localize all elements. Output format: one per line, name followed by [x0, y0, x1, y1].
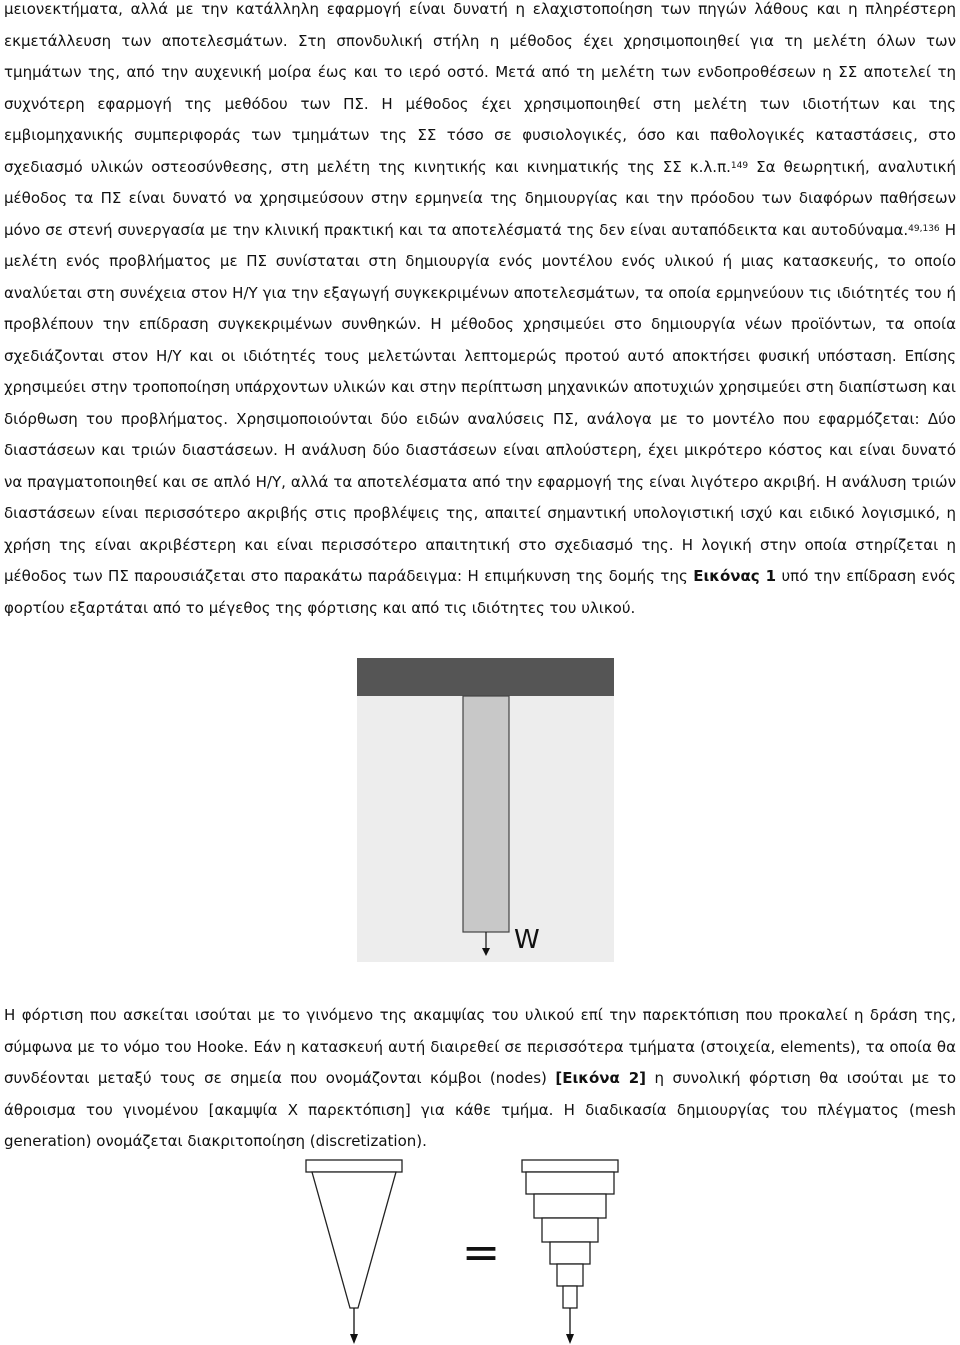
text-span: η συνολική φόρτιση θα ισούται με το άθροισμα του γινομένου [ακαμψία Χ παρεκτόπιση] για κάθε τμήμα. Η διαδικασία δημιουργίας του πλέγματος (mesh generation) ονομάζεται διακριτοποίηση (discretization). [4, 1069, 957, 1150]
element-2 [534, 1194, 606, 1218]
element-3 [542, 1218, 598, 1242]
figure-1-loaded-bar [357, 658, 614, 962]
right-support [522, 1160, 618, 1172]
element-1 [526, 1172, 614, 1194]
text-span: Σα θεωρητική, αναλυτική μέθοδος τα ΠΣ είναι δυνατό να χρησιμεύσουν στην ερμηνεία της δημιουργίας και την πρόοδου των διαφόρων παθήσεων μόνο σε στενή συνεργασία με την κλινική πρακτική και τα αποτελέσματά της δεν είναι αυταπόδεικτα και αυτοδύναμα. [4, 157, 956, 239]
text-span: Η φόρτιση που ασκείται ισούται με το γινόμενο της ακαμψίας του υλικού επί την παρεκτόπιση που προκαλεί η δράση της, σύμφωνα με το νόμο του Hooke. Εάν η κατασκευή αυτή διαιρεθεί σε περισσότερα τμήματα (στοιχεία, elements), τα οποία θα συνδέονται μεταξύ τους σε σημεία που ονομάζονται κόμβοι (nodes) [4, 1006, 956, 1087]
text-span: Η μελέτη ενός προβλήματος με ΠΣ συνίσταται στη δημιουργία ενός μοντέλου ενός υλικού ή μιας κατασκευής, το οποίο αναλύεται στη συνέχεια στον Η/Υ για την εξαγωγή συγκεκριμένων αποτελεσμάτων, τα οποία ερμηνεύουν τις ιδιότητές του ή προβλέπουν την επίδραση συγκεκριμένων συνθηκών. Η μέθοδος χρησιμεύει στο δημιουργία νέων προϊόντων, τα οποία σχεδιάζονται στον Η/Υ και οι ιδιότητές τους μελετώνται λεπτομερώς προτού αυτό αποκτήσει φυσική υπόσταση. Επίσης χρησιμεύει στην τροποποίηση υπάρχοντων υλικών και στην περίπτωση μηχανικών αποτυχιών χρησιμεύει στη διαπίστωση και διόρθωση του προβλήματος. Χρησιμοποιούνται δύο ειδών αναλύσεις ΠΣ, ανάλογα με το μοντέλο που εφαρμόζεται: Δύο διαστάσεων και τριών διαστάσεων. Η ανάλυση δύο διαστάσεων είναι απλούστερη, έχει μικρότερο κόστος και είναι δυνατό να πραγματοποιηθεί και σε απλό Η/Υ, αλλά τα αποτελέσματα από την εφαρμογή της είναι λιγότερο ακριβή. Η ανάλυση τριών διαστάσεων είναι περισσότερο ακριβής στις προβλέψεις της, απαιτεί σημαντική υπολογιστική ισχύ και ειδικό λογισμικό, η χρήση της είναι ακριβέστερη και είναι περισσότερο απαιτητική στο σχεδιασμό της. Η λογική στην οποία στηρίζεται η μέθοδος των ΠΣ παρουσιάζεται στο παρακάτω παράδειγμα: Η επιμήκυνση της δομής της [4, 220, 956, 585]
element-6 [563, 1286, 577, 1308]
figure-2-discretization [300, 1158, 622, 1345]
equals-sign: = [461, 1225, 501, 1279]
tapered-bar [312, 1172, 396, 1308]
text-span: μειονεκτήματα, αλλά με την κατάλληλη εφαρμογή είναι δυνατή η ελαχιστοποίηση των πηγών λάθους και η πληρέστερη εκμετάλλευση των αποτελεσμάτων. Στη σπονδυλική στήλη η μέθοδος έχει χρησιμοποιηθεί για τη μελέτη όλων των τμημάτων της, από την αυχενική μοίρα έως και το ιερό οστό. Μετά από τη μελέτη των ενδοπροθέσεων η ΣΣ αποτελεί τη συχνότερη εφαρμογή της μεθόδου των ΠΣ. Η μέθοδος έχει χρησιμοποιηθεί στη μελέτη των ιδιοτήτων και της εμβιομηχανικής συμπεριφοράς των τμημάτων της ΣΣ τόσο σε φυσιολογικές, όσο και παθολογικές καταστάσεις, στο σχεδιασμό υλικών οστεοσύνθεσης, στη μελέτη της κινητικής και κινηματικής της ΣΣ κ.λ.π. [4, 0, 956, 176]
left-support [306, 1160, 402, 1172]
element-4 [550, 1242, 590, 1264]
paragraph-hooke [4, 1000, 956, 1158]
figure-reference: [Εικόνα 2] [555, 1069, 647, 1087]
element-5 [557, 1264, 583, 1286]
right-arrow-head [566, 1334, 574, 1344]
fixed-support [357, 658, 614, 696]
elastic-bar [463, 696, 509, 932]
text-span: υπό την επίδραση ενός φορτίου εξαρτάται από το μέγεθος της φόρτισης και από τις ιδιότητες του υλικού. [4, 567, 956, 617]
left-arrow-head [350, 1334, 358, 1344]
reference-superscript: 49,136 [908, 223, 940, 234]
figure-reference: Εικόνας 1 [693, 567, 777, 585]
reference-superscript: 149 [730, 160, 749, 171]
load-label: W [514, 925, 540, 955]
paragraph-intro [4, 0, 956, 624]
